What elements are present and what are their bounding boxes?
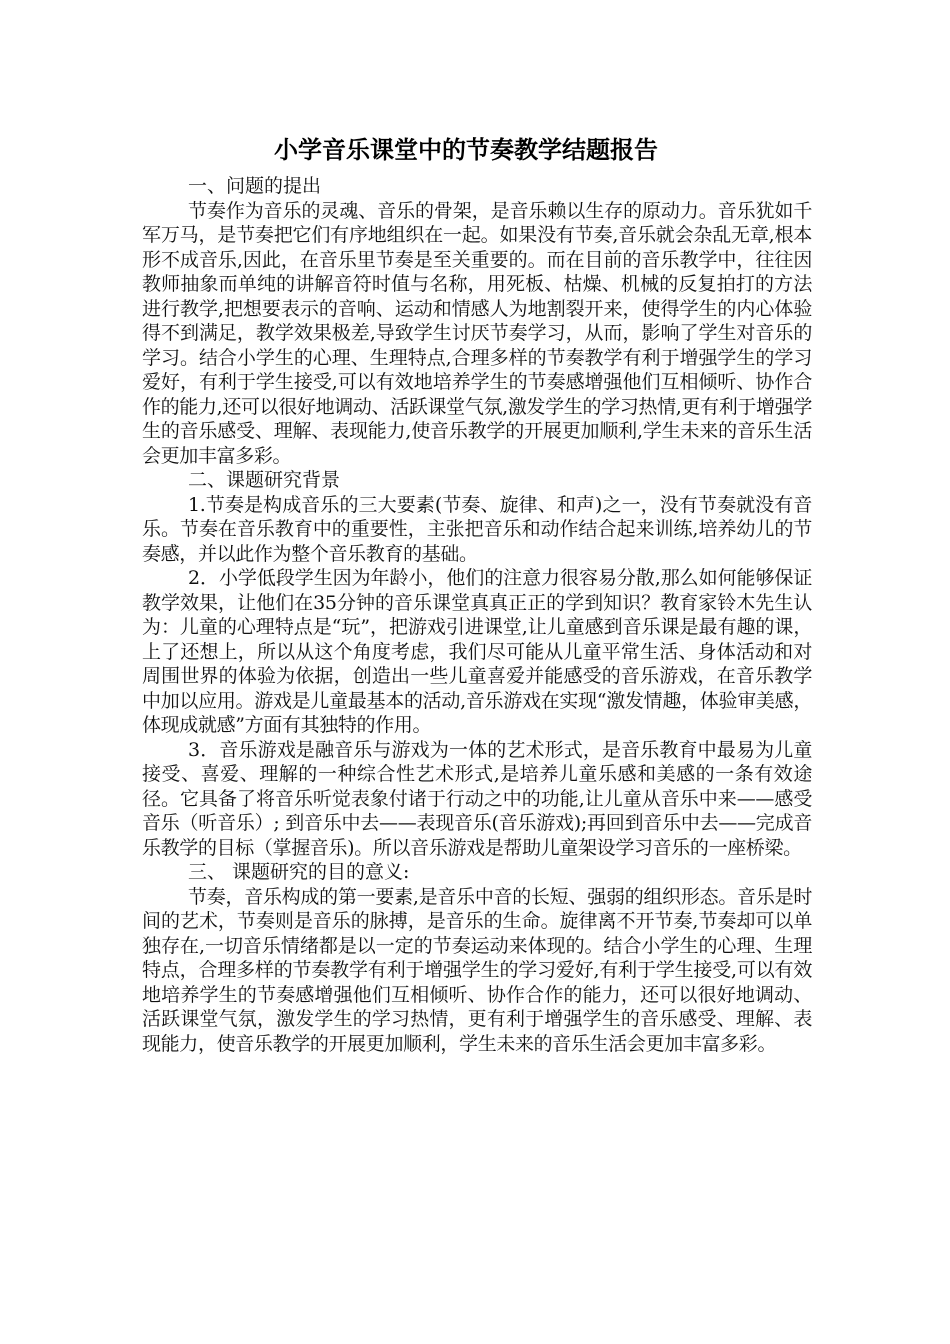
section-heading: 三、 课题研究的目的意义:	[188, 861, 410, 883]
paragraph: 节奏作为音乐的灵魂、音乐的骨架，是音乐赖以生存的原动力。音乐犹如千军万马，是节奏把它们有序地组织在一起。如果没有节奏,音乐就会杂乱无章,根本形不成音乐,因此，在音乐里节奏是至关重要的。而在目前的音乐教学中，往往因教师抽象而单纯的讲解音符时值与名称，用死板、枯燥、机械的反复拍打的方法进行教学,把想要表示的音响、运动和情感人为地割裂开来，使得学生的内心体验得不到满足，教学效果极差,导致学生讨厌节奏学习，从而，影响了学生对音乐的学习。结合小学生的心理、生理特点,合理多样的节奏教学有利于增强学生的学习爱好，有利于学生接受,可以有效地培养学生的节奏感增强他们互相倾听、协作合作的能力,还可以很好地调动、活跃课堂气氛,激发学生的学习热情,更有利于增强学生的音乐感受、理解、表现能力,使音乐教学的开展更加顺利,学生未来的音乐生活会更加丰富多彩。	[142, 199, 812, 467]
section-heading: 一、问题的提出	[188, 175, 322, 197]
paragraph: 节奏，音乐构成的第一要素,是音乐中音的长短、强弱的组织形态。音乐是时间的艺术，节奏则是音乐的脉搏，是音乐的生命。旋律离不开节奏,节奏却可以单独存在,一切音乐情绪都是以一定的节奏运动来体现的。结合小学生的心理、生理特点，合理多样的节奏教学有利于增强学生的学习爱好,有利于学生接受,可以有效地培养学生的节奏感增强他们互相倾听、协作合作的能力，还可以很好地调动、活跃课堂气氛，激发学生的学习热情，更有利于增强学生的音乐感受、理解、表现能力，使音乐教学的开展更加顺利，学生未来的音乐生活会更加丰富多彩。	[142, 885, 812, 1055]
document-title: 小学音乐课堂中的节奏教学结题报告	[274, 136, 658, 164]
section-purpose	[142, 860, 812, 1056]
section-problem	[142, 174, 812, 468]
section-heading: 二、课题研究背景	[188, 469, 341, 491]
paragraph: 2．小学低段学生因为年龄小，他们的注意力很容易分散,那么如何能够保证教学效果，让他们在35分钟的音乐课堂真真正正的学到知识？教育家铃木先生认为：儿童的心理特点是“玩”，把游戏引进课堂,让儿童感到音乐课是最有趣的课，上了还想上，所以从这个角度考虑，我们尽可能从儿童平常生活、身体活动和对周围世界的体验为依据，创造出一些儿童喜爱并能感受的音乐游戏，在音乐教学中加以应用。游戏是儿童最基本的活动,音乐游戏在实现“激发情趣，体验审美感，体现成就感”方面有其独特的作用。	[142, 567, 812, 736]
paragraph: 1.节奏是构成音乐的三大要素(节奏、旋律、和声)之一，没有节奏就没有音乐。节奏在音乐教育中的重要性，主张把音乐和动作结合起来训练,培养幼儿的节奏感，并以此作为整个音乐教育的基础。	[142, 493, 812, 565]
section-background	[142, 468, 812, 860]
paragraph: 3．音乐游戏是融音乐与游戏为一体的艺术形式，是音乐教育中最易为儿童接受、喜爱、理解的一种综合性艺术形式,是培养儿童乐感和美感的一条有效途径。它具备了将音乐听觉表象付诸于行动之中的功能,让儿童从音乐中来——感受音乐（听音乐）; 到音乐中去——表现音乐(音乐游戏);再回到音乐中去——完成音乐教学的目标（掌握音乐)。所以音乐游戏是帮助儿童架设学习音乐的一座桥梁。	[142, 738, 812, 859]
document-body	[142, 132, 812, 1056]
